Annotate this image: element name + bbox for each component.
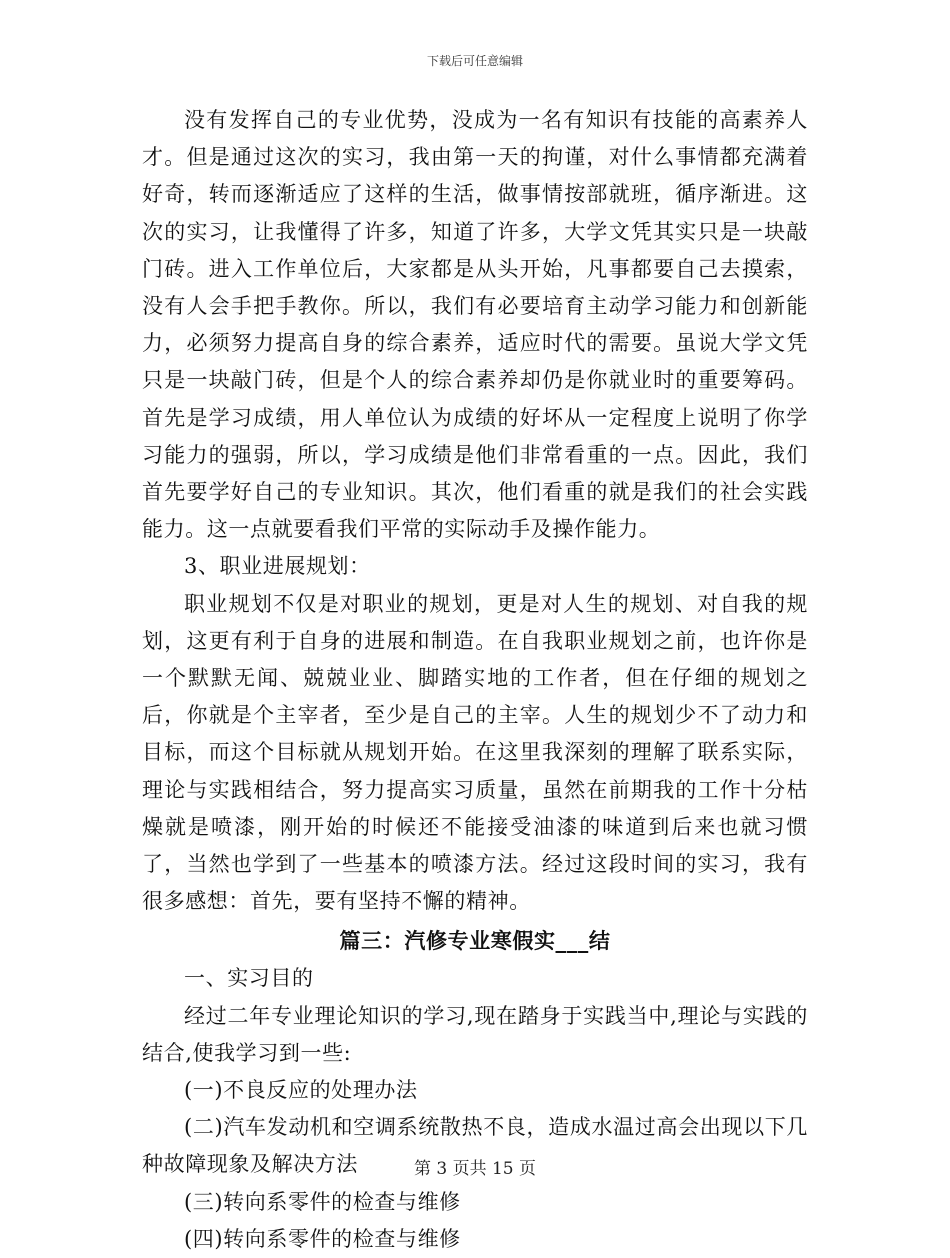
section-heading: 篇三：汽修专业寒假实___结 xyxy=(339,928,611,954)
list-item: (四)转向系零件的检查与维修 xyxy=(184,1226,461,1251)
list-item: (一)不良反应的处理办法 xyxy=(184,1078,418,1103)
paragraph-career-planning: 职业规划不仅是对职业的规划，更是对人生的规划、对自我的规划，这更有利于自身的进展和制造。在自我职业规划之前，也许你是一个默默无闻、兢兢业业、脚踏实地的工作者，但在仔细的规划之后，你就是个主宰者，至少是自己的主宰。人生的规划少不了动力和目标，而这个目标就从规划开始。在这里我深刻的理解了联系实际，理论与实践相结合，努力提高实习质量，虽然在前期我的工作十分枯燥就是喷漆，刚开始的时候还不能接受油漆的味道到后来也就习惯了，当然也学到了一些基本的喷漆方法。经过这段时间的实习，我有很多感想：首先，要有坚持不懈的精神。 xyxy=(142,591,808,914)
subheading-internship-purpose: 一、实习目的 xyxy=(184,966,314,991)
subheading-career-planning: 3、职业进展规划： xyxy=(184,554,371,579)
list-item: (二)汽车发动机和空调系统散热不良，造成水温过高会出现以下几种故障现象及解决方法 xyxy=(142,1115,808,1177)
page-header: 下载后可任意编辑 xyxy=(426,54,523,68)
page-number: 第 3 页共 15 页 xyxy=(413,1159,537,1179)
paragraph-internship-reflection: 没有发挥自己的专业优势，没成为一名有知识有技能的高素养人才。但是通过这次的实习，我由第一天的拘谨，对什么事情都充满着好奇，转而逐渐适应了这样的生活，做事情按部就班，循序渐进。这次的实习，让我懂得了许多，知道了许多，大学文凭其实只是一块敲门砖。进入工作单位后，大家都是从头开始，凡事都要自己去摸索，没有人会手把手教你。所以，我们有必要培育主动学习能力和创新能力，必须努力提高自身的综合素养，适应时代的需要。虽说大学文凭只是一块敲门砖，但是个人的综合素养却仍是你就业时的重要筹码。首先是学习成绩，用人单位认为成绩的好坏从一定程度上说明了你学习能力的强弱，所以，学习成绩是他们非常看重的一点。因此，我们首先要学好自己的专业知识。其次，他们看重的就是我们的社会实践能力。这一点就要看我们平常的实际动手及操作能力。 xyxy=(142,108,808,542)
document-body xyxy=(142,102,808,1258)
list-item: (三)转向系零件的检查与维修 xyxy=(184,1189,461,1214)
paragraph-internship-purpose: 经过二年专业理论知识的学习,现在踏身于实践当中,理论与实践的结合,使我学习到一些: xyxy=(142,1003,808,1065)
